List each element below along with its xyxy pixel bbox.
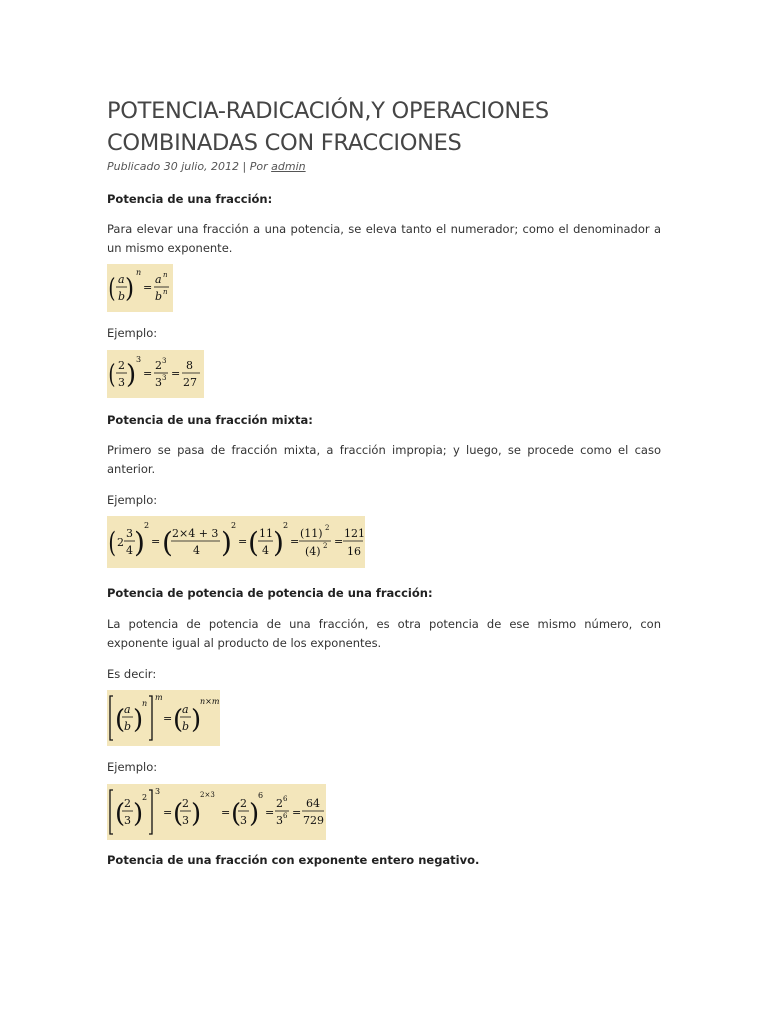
- example-label-1: Ejemplo:: [107, 326, 158, 340]
- svg-text:=: =: [163, 712, 173, 725]
- svg-text:2: 2: [323, 542, 328, 550]
- svg-text:a: a: [182, 703, 189, 716]
- svg-text:): ): [221, 526, 232, 559]
- svg-text:3: 3: [155, 787, 161, 796]
- svg-text:6: 6: [283, 812, 288, 820]
- svg-text:2: 2: [182, 797, 189, 810]
- svg-text:): ): [249, 799, 260, 829]
- svg-text:=: =: [221, 806, 231, 819]
- section-heading-potencia-fraccion: Potencia de una fracción:: [107, 192, 273, 206]
- svg-text:2: 2: [283, 521, 289, 530]
- svg-text:n: n: [163, 271, 168, 279]
- svg-text:(: (: [115, 705, 126, 735]
- svg-text:3: 3: [126, 527, 133, 540]
- svg-text:4: 4: [126, 544, 133, 557]
- svg-text:b: b: [124, 720, 132, 733]
- svg-text:3: 3: [136, 355, 142, 364]
- svg-text:): ): [134, 526, 145, 559]
- svg-text:2: 2: [276, 797, 283, 810]
- svg-text:(: (: [108, 526, 117, 559]
- svg-text:n: n: [142, 699, 148, 708]
- svg-text:=: =: [143, 367, 153, 380]
- svg-text:27: 27: [183, 376, 197, 389]
- svg-text:16: 16: [347, 545, 361, 558]
- svg-text:2: 2: [155, 359, 162, 372]
- formula-ejemplo-potencia-de-potencia: [107, 784, 326, 840]
- svg-text:4: 4: [193, 544, 200, 557]
- svg-text:(: (: [108, 273, 116, 304]
- svg-text:64: 64: [306, 797, 320, 810]
- article-title: [107, 95, 667, 159]
- svg-text:2: 2: [144, 521, 150, 530]
- svg-text:n×m: n×m: [200, 697, 220, 706]
- svg-text:(: (: [115, 799, 126, 829]
- svg-text:3: 3: [276, 814, 283, 827]
- svg-text:3: 3: [124, 814, 131, 827]
- section-heading-potencia-de-potencia: Potencia de potencia de potencia de una fracción:: [107, 586, 433, 600]
- svg-text:=: =: [171, 367, 181, 380]
- svg-text:2×4 + 3: 2×4 + 3: [172, 527, 219, 540]
- svg-text:): ): [273, 526, 284, 559]
- svg-text:): ): [191, 705, 202, 735]
- svg-text:b: b: [155, 290, 163, 303]
- svg-text:3: 3: [162, 357, 167, 365]
- svg-text:8: 8: [186, 359, 193, 372]
- example-label-2: Ejemplo:: [107, 493, 158, 507]
- svg-text:3: 3: [162, 374, 167, 382]
- svg-text:(: (: [248, 526, 259, 559]
- svg-text:n: n: [163, 288, 168, 296]
- formula-potencia-general: [107, 264, 173, 312]
- svg-text:=: =: [292, 806, 302, 819]
- svg-text:(: (: [162, 526, 173, 559]
- svg-text:2: 2: [118, 359, 125, 372]
- svg-text:2×3: 2×3: [200, 791, 215, 799]
- title-line-2: COMBINADAS CON FRACCIONES: [107, 130, 462, 156]
- svg-text:(: (: [231, 799, 242, 829]
- example-label-3: Ejemplo:: [107, 760, 158, 774]
- section-heading-exponente-negativo: Potencia de una fracción con exponente entero negativo.: [107, 853, 480, 867]
- post-meta: [107, 160, 306, 173]
- svg-text:121: 121: [344, 527, 365, 540]
- svg-text:n: n: [136, 268, 142, 277]
- section-text-potencia-fraccion: Para elevar una fracción a una potencia, se eleva tanto el numerador; como el denominador a un mismo exponente.: [107, 222, 661, 255]
- svg-text:2: 2: [240, 797, 247, 810]
- svg-text:6: 6: [283, 795, 288, 803]
- svg-text:=: =: [238, 535, 248, 548]
- svg-text:): ): [125, 272, 135, 304]
- svg-text:(4): (4): [305, 545, 321, 558]
- svg-text:a: a: [155, 273, 162, 286]
- section-heading-fraccion-mixta: Potencia de una fracción mixta:: [107, 413, 313, 427]
- svg-text:): ): [126, 360, 137, 390]
- svg-text:2: 2: [117, 536, 124, 549]
- svg-text:=: =: [334, 535, 344, 548]
- svg-text:(: (: [108, 359, 116, 390]
- svg-text:=: =: [143, 281, 153, 294]
- svg-text:=: =: [290, 535, 300, 548]
- svg-text:=: =: [265, 806, 275, 819]
- svg-text:a: a: [118, 273, 125, 286]
- svg-text:3: 3: [182, 814, 189, 827]
- svg-text:4: 4: [262, 544, 269, 557]
- svg-text:b: b: [118, 290, 126, 303]
- svg-text:): ): [133, 705, 144, 735]
- formula-ejemplo-potencia: [107, 350, 204, 398]
- svg-text:(: (: [173, 705, 184, 735]
- svg-text:6: 6: [258, 791, 264, 800]
- svg-text:=: =: [163, 806, 173, 819]
- svg-text:): ): [191, 799, 202, 829]
- formula-ejemplo-fraccion-mixta: [107, 516, 365, 568]
- title-line-1: POTENCIA-RADICACIÓN,Y OPERACIONES: [107, 98, 549, 124]
- svg-text:2: 2: [124, 797, 131, 810]
- svg-text:): ): [133, 799, 144, 829]
- svg-text:3: 3: [118, 376, 125, 389]
- svg-text:m: m: [155, 693, 163, 702]
- svg-text:b: b: [182, 720, 190, 733]
- post-date: Publicado 30 julio, 2012 | Por: [107, 160, 268, 173]
- author-link[interactable]: admin: [271, 160, 306, 173]
- es-decir-label: Es decir:: [107, 667, 157, 681]
- svg-text:=: =: [151, 535, 161, 548]
- svg-text:11: 11: [259, 527, 273, 540]
- svg-text:2: 2: [231, 521, 237, 530]
- svg-text:729: 729: [303, 814, 324, 827]
- svg-text:3: 3: [155, 376, 162, 389]
- svg-text:a: a: [124, 703, 131, 716]
- section-text-potencia-de-potencia: La potencia de potencia de una fracción, es otra potencia de ese mismo número, con exponente igual al producto de los exponentes.: [107, 617, 661, 650]
- formula-potencia-de-potencia: [107, 690, 220, 746]
- svg-text:(11): (11): [300, 527, 323, 540]
- svg-text:3: 3: [240, 814, 247, 827]
- svg-text:(: (: [173, 799, 184, 829]
- section-text-fraccion-mixta: Primero se pasa de fracción mixta, a fracción impropia; y luego, se procede como el caso anterior.: [107, 443, 661, 476]
- svg-text:2: 2: [142, 793, 148, 802]
- svg-text:2: 2: [325, 524, 330, 532]
